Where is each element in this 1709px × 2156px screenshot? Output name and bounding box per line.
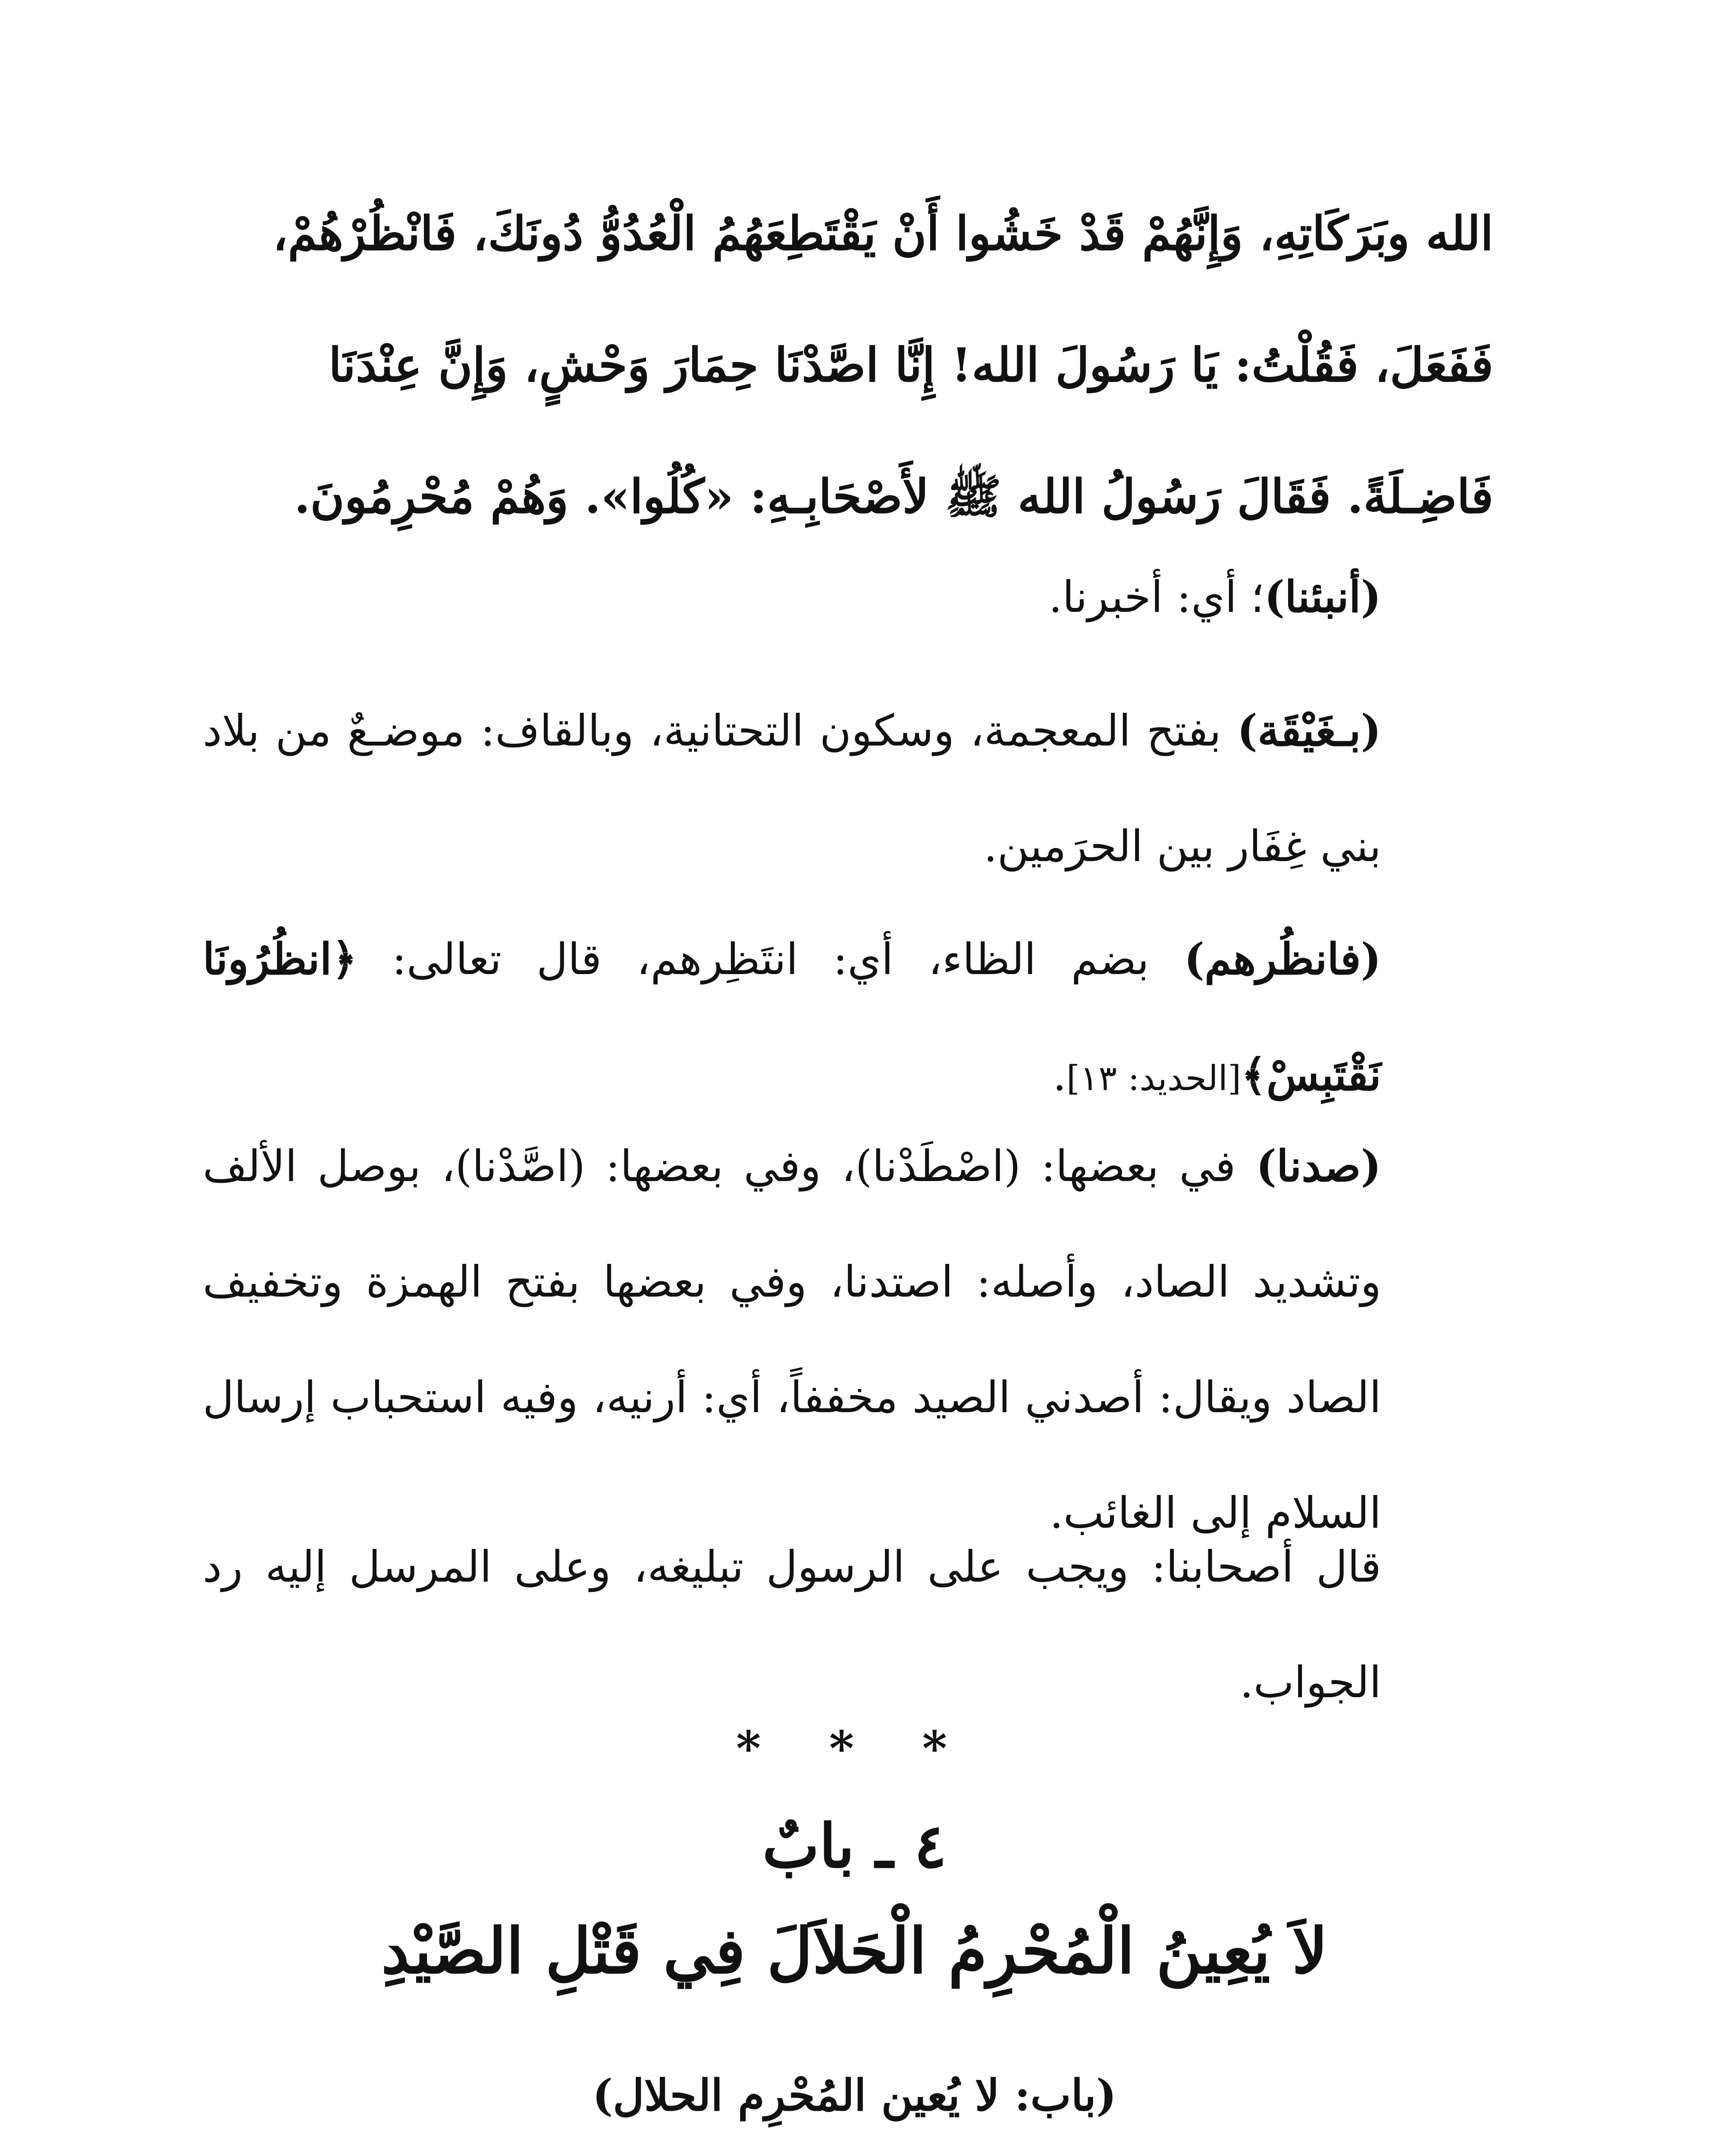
section-separator: * * * [736,1720,973,1776]
gloss-text: بفتح المعجمة، وسكون التحتانية، وبالقاف: موضـعٌ من بلاد بني غِفَار بين الحرَمين. [203,705,1381,871]
gloss-text: في بعضها: (اصْطَدْنا)، وفي بعضها: (اصَّدْنا)، بوصل الألف وتشديد الصاد، وأصله: اصتدنا، وفي بعضها بفتح الهمزة وتخفيف الصاد ويقال: أصدني الصيد مخففاً، أي: أرنيه، وفيه استحباب إرسال السلام إلى الغائب. [203,1141,1381,1538]
gloss-text: قال أصحابنا: ويجب على الرسول تبليغه، وعلى المرسل إليه رد الجواب. [203,1542,1381,1708]
commentary-paragraph [203,901,1493,1136]
commentary-paragraph [203,1509,1493,1740]
quran-quote: ﴿انظُرُونَا نَقْتَبِسْ﴾ [203,934,1381,1100]
commentary-paragraph [203,539,1493,655]
quran-reference: [الحديد: ١٣] [1066,1058,1242,1098]
hadith-line: فَاضِـلَةً. فَقَالَ رَسُولُ الله ﷺ لأَصْحَابِـهِ: «كُلُوا». وَهُمْ مُحْرِمُونَ. [294,470,1493,524]
gloss-text: بضم الظاء، أي: انتَظِرهم، قال تعالى: [357,934,1184,984]
gloss-end: . [1053,1050,1066,1100]
gloss-text: ؛ أي: أخبرنا. [1048,572,1264,622]
glossed-term: (فانظُرهم) [1184,934,1381,984]
commentary-paragraph [203,1108,1493,1571]
commentary-paragraph [203,673,1493,904]
hadith-text [203,168,1493,563]
chapter-number: ٤ ـ بابٌ [762,1811,947,1882]
hadith-line: فَفَعَلَ، فَقُلْتُ: يَا رَسُولَ الله! إِنَّا اصَّدْنَا حِمَارَ وَحْشٍ، وَإِنَّ عِنْدَنَا [328,338,1493,392]
chapter-title: لاَ يُعِينُ الْمُحْرِمُ الْحَلاَلَ فِي قَتْلِ الصَّيْدِ [381,1915,1328,1988]
hadith-line: الله وبَرَكَاتِهِ، وَإِنَّهُمْ قَدْ خَشُوا أَنْ يَقْتَطِعَهُمُ الْعُدُوُّ دُونَكَ، فَانْظُرْهُمْ، [273,207,1493,261]
glossed-term: (صدنا) [1256,1141,1381,1191]
glossed-term: (أنبئنا) [1264,571,1381,622]
chapter-quote: (باب: لا يُعين المُحْرِم الحلال) [592,2070,1117,2121]
glossed-term: (بـغَيْقَة) [1237,705,1381,756]
